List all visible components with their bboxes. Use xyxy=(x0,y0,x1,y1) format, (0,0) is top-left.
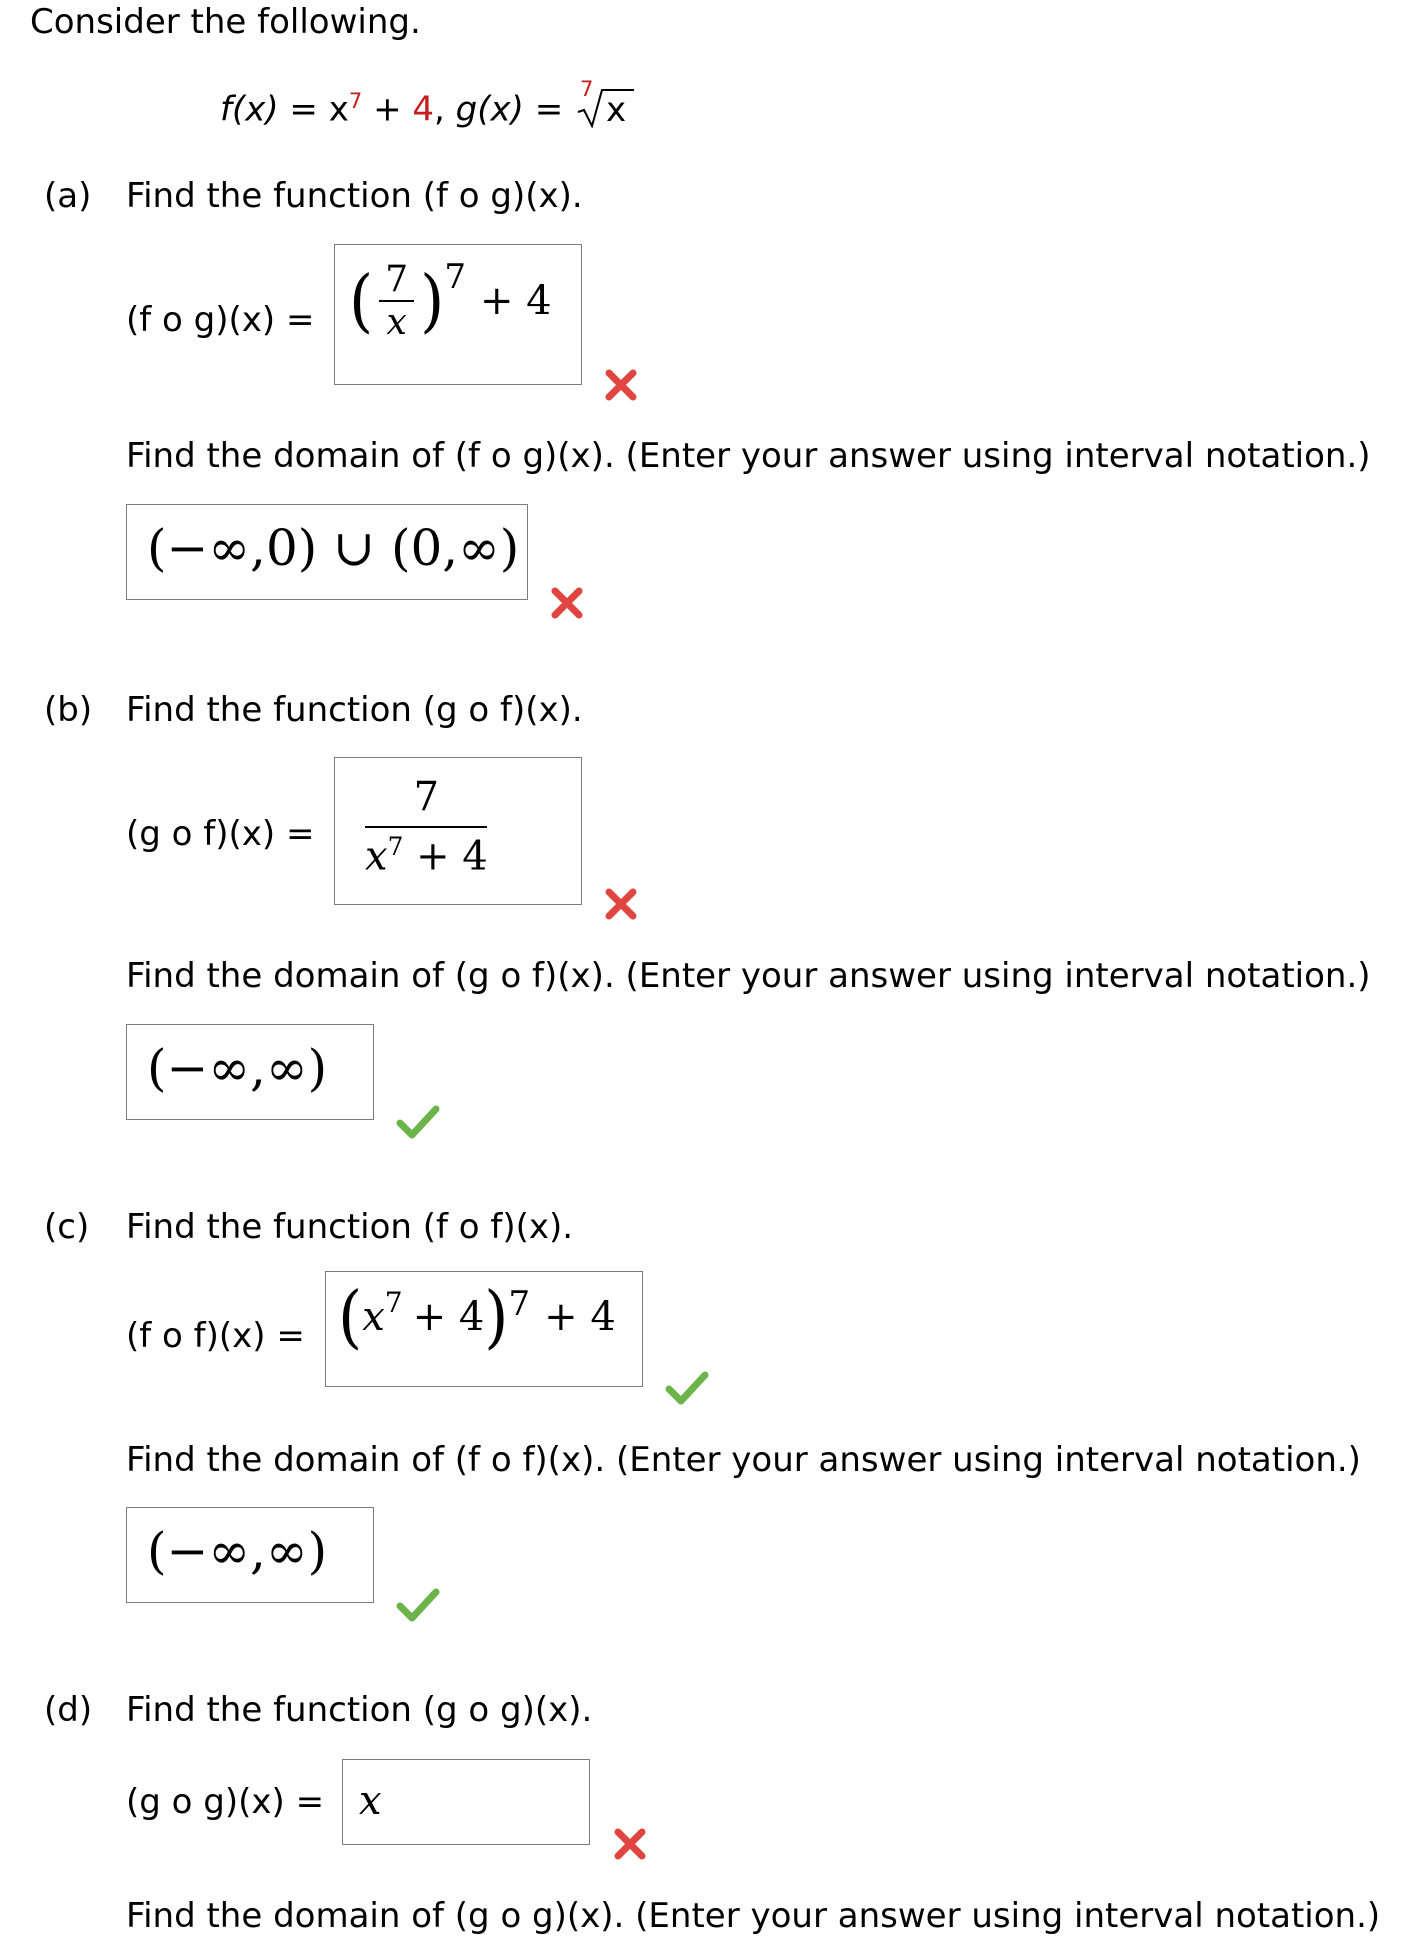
f-plus: + xyxy=(373,89,402,130)
inner-base: x xyxy=(362,1294,385,1340)
part-b-label: (b) xyxy=(44,690,93,730)
part-a-domain-answer-box[interactable] xyxy=(126,504,528,600)
g-radical xyxy=(574,76,636,131)
part-c-prompt: Find the function (f o f)(x). xyxy=(126,1207,574,1247)
part-d-domain-prompt: Find the domain of (g o g)(x). (Enter your answer using interval notation.) xyxy=(126,1896,1381,1936)
incorrect-x-icon xyxy=(603,886,639,922)
f-constant: 4 xyxy=(412,89,435,130)
left-paren: ( xyxy=(349,260,374,341)
part-c-domain-prompt: Find the domain of (f o f)(x). (Enter your answer using interval notation.) xyxy=(126,1440,1361,1480)
fraction xyxy=(379,259,414,343)
g-lhs: g(x) xyxy=(455,89,524,130)
correct-check-icon xyxy=(665,1369,709,1405)
incorrect-x-icon xyxy=(603,367,639,403)
fraction-numerator: 7 xyxy=(379,259,414,302)
exponent: 7 xyxy=(444,257,466,297)
domain-answer: (−∞,∞) xyxy=(147,1522,328,1580)
part-c-function-answer-box[interactable] xyxy=(325,1271,643,1387)
domain-answer: (−∞,∞) xyxy=(147,1039,328,1097)
part-b-lhs: (g o f)(x) = xyxy=(126,814,315,854)
part-c-lhs: (f o f)(x) = xyxy=(126,1316,305,1356)
part-a-domain-prompt: Find the domain of (f o g)(x). (Enter your answer using interval notation.) xyxy=(126,436,1371,476)
fraction-numerator: 7 xyxy=(365,774,487,828)
part-d-lhs: (g o g)(x) = xyxy=(126,1782,325,1822)
part-a-label: (a) xyxy=(44,176,92,216)
den-tail: + 4 xyxy=(416,833,488,880)
incorrect-x-icon xyxy=(612,1826,648,1862)
part-c-label: (c) xyxy=(44,1207,90,1247)
left-paren: ( xyxy=(338,1276,363,1357)
correct-check-icon xyxy=(396,1586,440,1622)
den-base: x xyxy=(365,833,388,880)
den-exp: 7 xyxy=(387,832,404,861)
intro-text: Consider the following. xyxy=(30,2,421,42)
f-base: x xyxy=(328,89,349,130)
part-d-function-answer-box[interactable] xyxy=(342,1759,590,1845)
part-b-domain-prompt: Find the domain of (g o f)(x). (Enter your answer using interval notation.) xyxy=(126,956,1371,996)
f-exponent: 7 xyxy=(348,88,363,113)
part-a-prompt: Find the function (f o g)(x). xyxy=(126,176,583,216)
right-paren: ) xyxy=(484,1276,509,1357)
f-lhs: f(x) xyxy=(220,89,279,130)
domain-answer: (−∞,0) ∪ (0,∞) xyxy=(147,519,520,577)
inner-exp: 7 xyxy=(384,1286,403,1319)
g-root-index: 7 xyxy=(580,76,594,102)
part-b-domain-answer-box[interactable] xyxy=(126,1024,374,1120)
fraction-denominator: x xyxy=(386,302,407,343)
g-radicand: x xyxy=(606,90,627,131)
part-c-domain-answer-box[interactable] xyxy=(126,1507,374,1603)
tail: + 4 xyxy=(479,278,552,324)
radical-sign-icon xyxy=(574,88,636,131)
part-d-prompt: Find the function (g o g)(x). xyxy=(126,1690,593,1730)
part-a-lhs: (f o g)(x) = xyxy=(126,300,315,340)
outer-exp: 7 xyxy=(508,1284,531,1324)
incorrect-x-icon xyxy=(549,585,585,621)
right-paren: ) xyxy=(420,260,445,341)
part-b-prompt: Find the function (g o f)(x). xyxy=(126,690,583,730)
part-b-function-answer-box[interactable] xyxy=(334,757,582,905)
function-answer: x xyxy=(359,1778,382,1824)
given-functions: $f(x) = x^7 + 4$, g(x) = 7 x xyxy=(220,88,636,129)
tail: + 4 xyxy=(544,1294,616,1340)
part-d-label: (d) xyxy=(44,1690,93,1730)
fraction xyxy=(365,774,488,879)
correct-check-icon xyxy=(396,1103,440,1139)
inner-tail: + 4 xyxy=(412,1294,485,1340)
fraction-denominator xyxy=(365,828,488,879)
part-a-function-answer-box[interactable] xyxy=(334,244,582,385)
